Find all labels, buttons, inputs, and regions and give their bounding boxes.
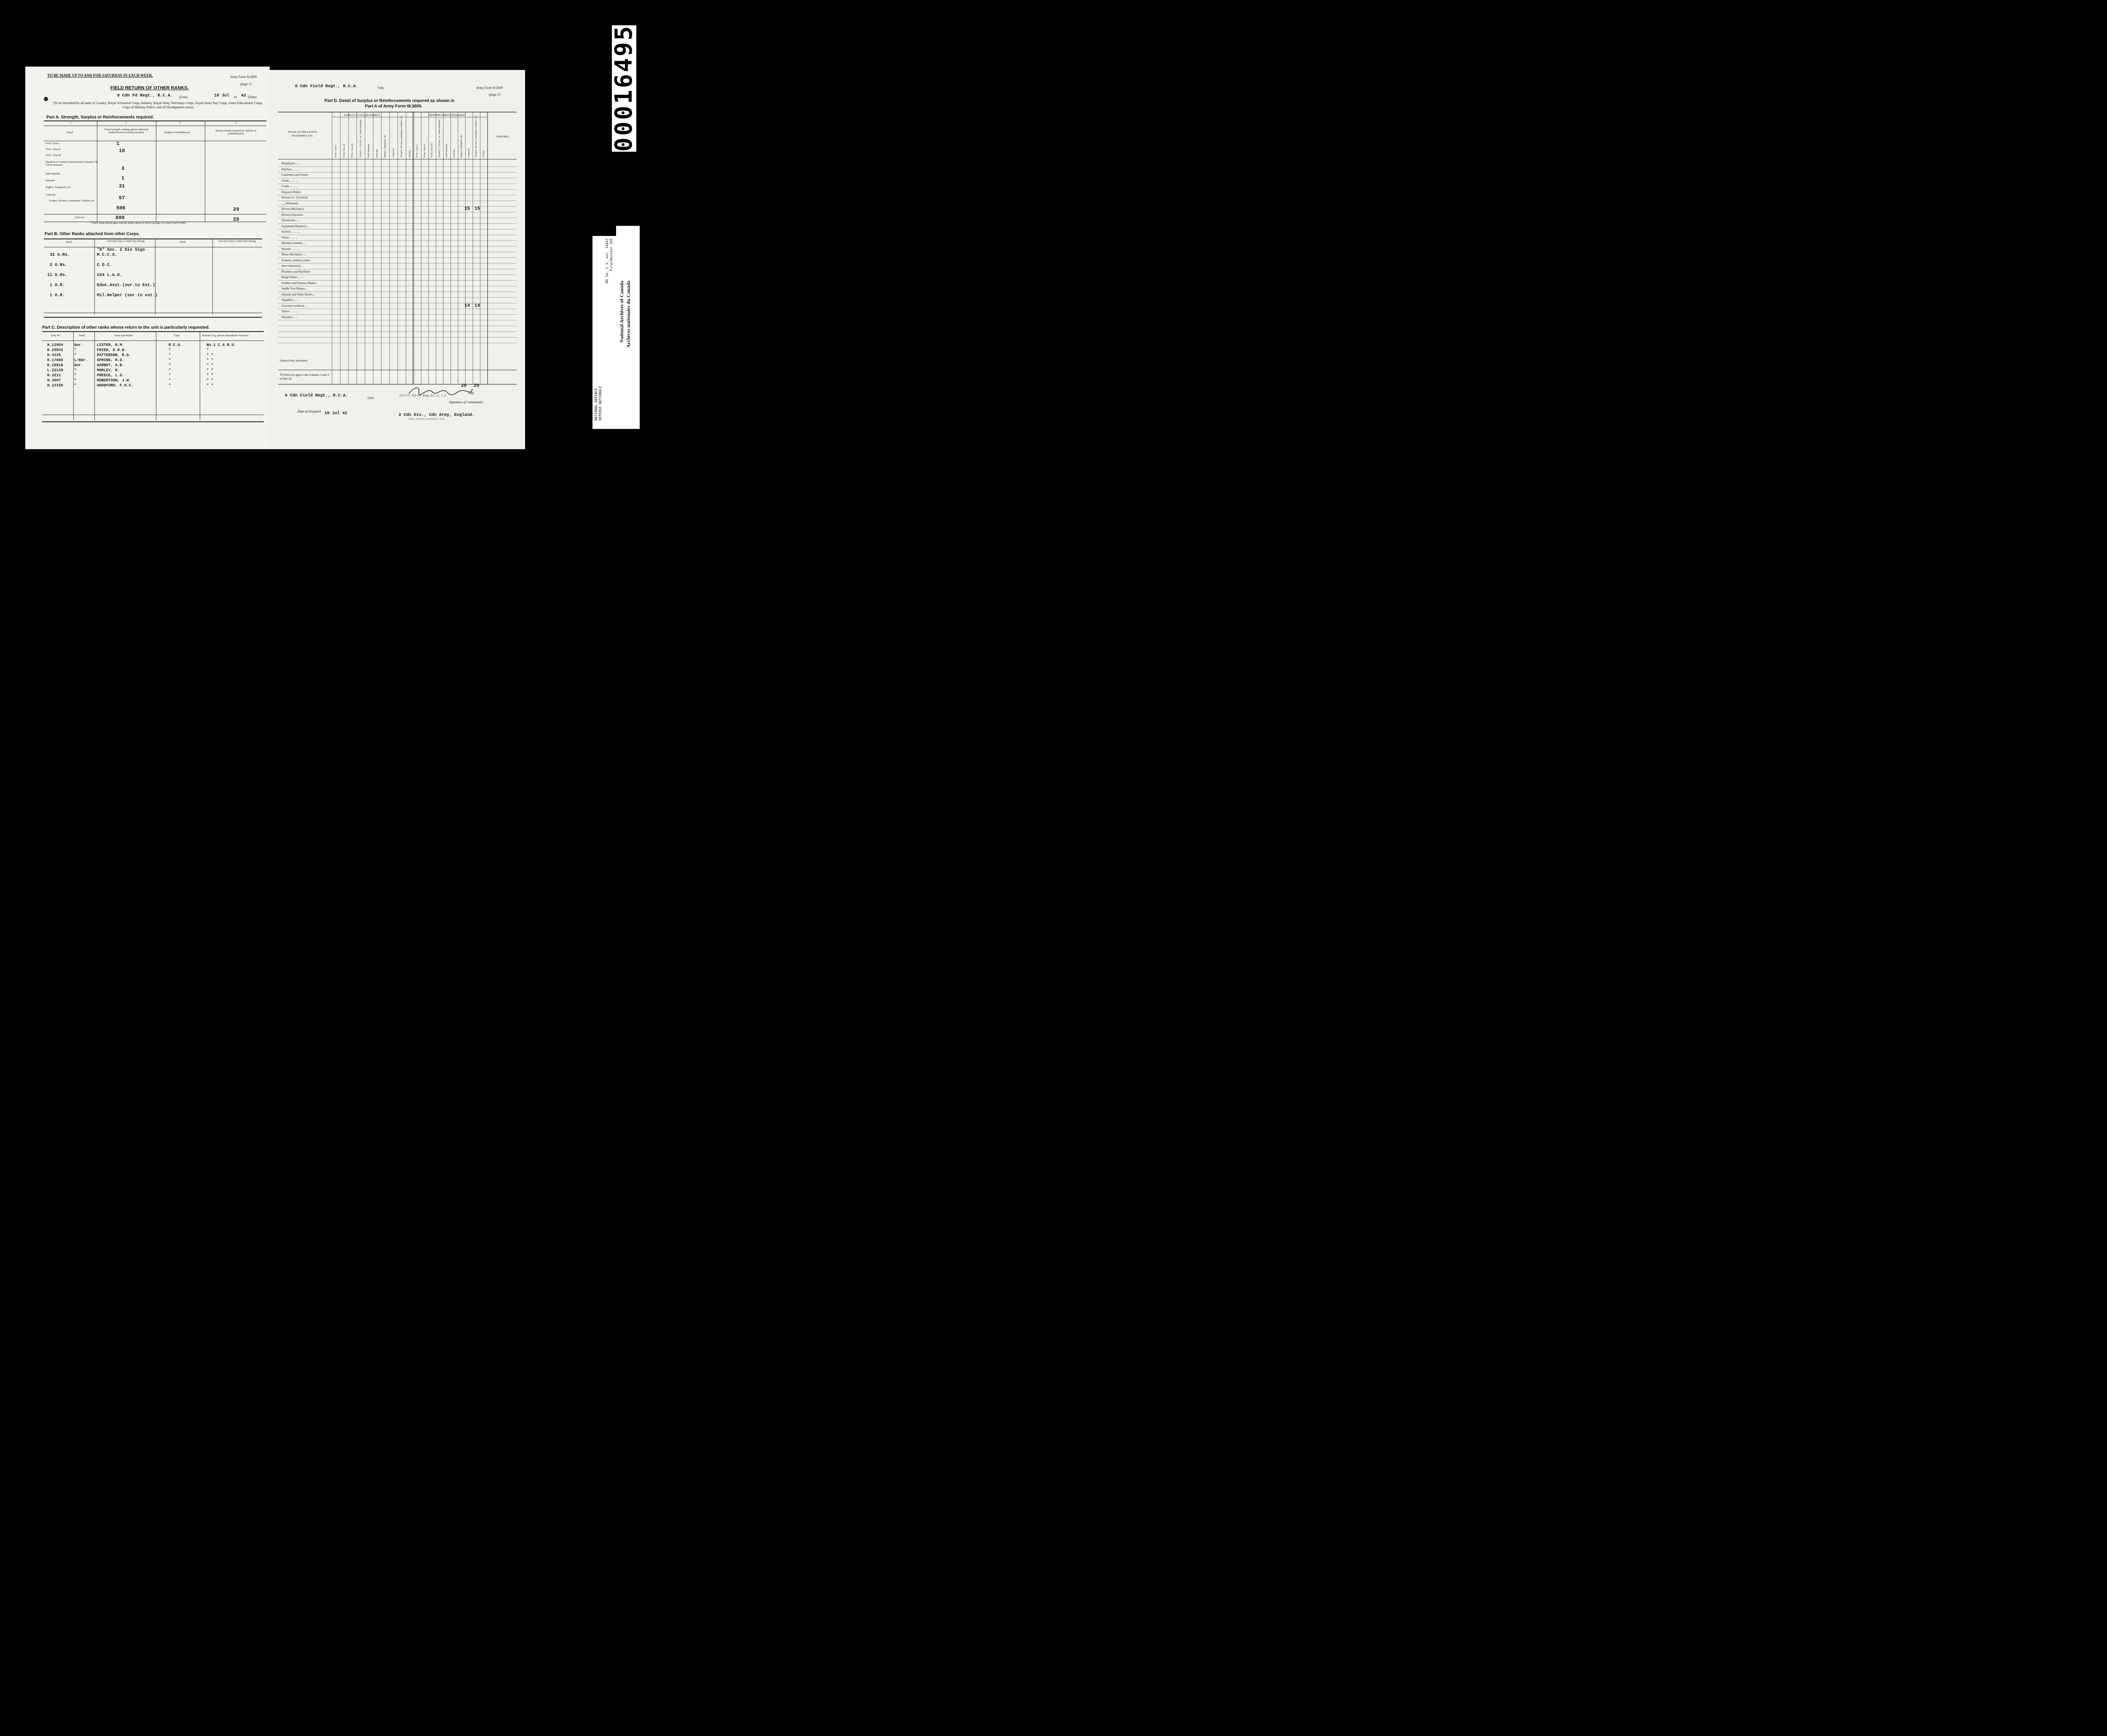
hdr-posted: Posted strength counting against authorised establishment (excluding attached). [104,129,149,134]
part-c-cell-no: H.12156 [47,383,63,388]
part-c-cell-name: LISTER, R.M. [97,343,124,347]
part-c-cell-remarks: " " [206,368,214,372]
location: 2 Cdn Div., Cdn Army, England. [399,413,475,418]
surplus-rank-header: Buglers, Trumpeters, &c. [384,134,386,158]
trade-label: Storemen technical ... [281,304,307,308]
part-c-cell-rank: " [74,373,77,378]
reinf-rank-header: Staff-Serjeants. [445,143,448,158]
row-troopers-posted: 506 [116,205,126,211]
trade-label: Machine Gunners ... [281,241,306,245]
trade-label: Tailors ... ... ... [281,310,299,313]
row-troopers: Troopers, Privates, Guardsmen, Fusiliers, etc. [48,200,95,202]
part-c-cell-rank: " [74,348,77,352]
general-duty: General duty personnel [280,359,308,362]
totals-r-total: 29 [474,383,480,388]
part-c-cell-no: L.22129 [47,368,63,372]
b-row1-detail: 32 O.Rs. [50,253,70,257]
date-year: 42 [241,94,247,98]
ref-line4: File/dossier 165 [609,238,613,271]
totals-surplus: * [159,214,161,217]
part-c-cell-name: WOODFORD, F.H.C. [97,383,134,388]
part-b-table [44,238,262,318]
date-day: 10 Jul [214,94,230,98]
reinf-rank-header: Troopers, Privates, Guardsmen, Fusiliers, &c. [475,115,477,158]
c-hdr-remarks: Remarks (e.g. present whereabouts if known). [202,335,249,337]
part-c-cell-corps: R.C.A. [169,343,182,347]
reinf-rank-header: Buglers, Trumpeters, &c. [460,134,463,158]
row-wo3: W.Os. Class III. [46,154,62,157]
reinf-rank-header: S.Q.M.S.; C.Q.M.S.; or Colour-Serjeants. [438,119,441,158]
part-c-cell-corps: " [169,383,171,388]
b-hdr-detail2: Detail. [180,241,187,244]
trade-label: Cooks ... ... ... [281,185,298,188]
p2-detail-header: DETAIL OF SPECIALISTS, TRADESMEN, ETC. [288,131,317,137]
sig-label: Signature of Commander. [449,400,484,404]
reinf-rank-header: W.Os. Class III. [431,142,433,158]
row-wo2-posted: 10 [119,148,125,154]
trade-label: Masons ... ... ... [281,247,300,251]
despatch-date: 10 Jul 42 [324,411,348,416]
part-c-cell-rank: Gnr. [74,363,83,367]
trade-label: Drivers-Mechanics [281,207,304,211]
row-cpl-posted: 57 [119,195,125,201]
instruction: TO BE MADE UP TO AND FOR SATURDAY IN EACH WEEK. [47,73,153,78]
c-hdr-corps: Corps. [174,335,180,337]
trade-reinf-total: 14 [474,303,480,308]
footer-unit-label: Unit. [367,396,375,400]
row-sgt: Serjeants [46,179,55,182]
part-c-cell-corps: " [169,358,171,362]
hdr-surplus: Surplus to Establishment. [164,131,190,134]
part-d-title-2: Part A of Army Form W.3009. [365,104,423,109]
trade-label: Electricians ... ... [281,219,302,222]
b-hdr-unit2: Unit and Corps to which they belong. [218,240,257,243]
p2-remarks-header: REMARKS. [496,136,509,138]
part-c-cell-rank: " [74,378,77,383]
part-c-cell-name: ROBERTSON, J.W. [97,378,131,383]
row-buglers: Buglers, Trumpeters, etc. [46,186,71,189]
surplus-rank-header: W.Os. Class I. [335,144,337,158]
part-c-cell-no: H.12054 [47,343,63,347]
col-num-4: 4 [235,122,236,125]
part-c-cell-name: SPRING, R.D. [97,358,124,362]
reinf-rank-header: TOTAL. [482,150,485,158]
archive-reference-label [592,236,616,429]
page-label: (page 1) [240,82,252,86]
trade-label: than tradesmen) ... [281,264,303,268]
b-row5-unit: Mil.Helper (sur.to est.) [97,293,158,298]
form-title: FIELD RETURN OF OTHER RANKS. [110,86,189,91]
trade-label: Pioneers, Infantry (other [281,258,311,262]
part-c-cell-remarks: " [206,348,209,352]
ref-line3: RG 24, C-3, vol. 14447 [605,238,609,283]
hdr-detail: Detail. [67,131,74,134]
part-b-heading: Part B. Other Ranks attached from other Corps. [45,232,140,236]
surplus-rank-header: W.Os. Class II. [343,143,346,158]
row-buglers-posted: 31 [119,183,125,189]
p2-reinf-header: REINFORCEMENTS REQUIRED. [429,114,466,117]
b-hdr-unit: Unit and Corps to which they belong. [107,240,145,243]
trade-label: Bricklayers ... ... [281,162,301,165]
totals-label: TOTALS [75,217,85,219]
part-a-footnote: * These Totals should agree with the details shown in Part D on page 2 of Army Form W.3009. [90,222,186,225]
trade-reinf-corporals: 15 [464,206,470,212]
trade-label: Carpenters and Joiners [281,173,308,177]
trade-label: Drivers I.C. (Tracked) [281,196,308,199]
file-number: 00016495 [610,24,638,152]
trade-label: Fitters ... ... ... [281,236,298,239]
totals-posted: 609 [115,215,125,221]
row-wo2: W.Os. Class II. [46,148,61,151]
part-c-cell-remarks: " " [206,363,214,367]
part-a-heading: Part A. Strength, Surplus or Reinforcements required. [46,115,154,120]
surplus-rank-header: Corporals. [392,147,395,158]
part-d-title-1: Part D. Detail of Surplus or Reinforcements required as shown in [324,99,455,103]
trade-label: Signallers ... ... [281,298,299,302]
reinf-rank-header: Serjeants. [453,148,456,158]
p2-unit: 6 Cdn Field Regt., R.C.A. [295,84,359,89]
trade-label: Saddle Tree Makers... [281,287,308,290]
row-ssgt: Staff Serjeants [46,173,61,175]
trade-label: Plumbers and Pipefitters [281,270,311,273]
surplus-rank-header: TOTAL. [408,150,411,158]
b-row5-detail: 1 O.R. [50,293,65,298]
archives-canada-label [616,226,640,429]
row-troopers-reinf: 29 [233,206,239,212]
surplus-rank-header: W.Os. Class III. [351,142,354,158]
despatch-label: Date of Despatch [298,410,321,413]
row-cpl: Corporals [46,194,56,196]
part-c-cell-rank: " [74,383,77,388]
for-oc: For O.C. 6th Fd. Regt. R.C.A. C.A. [399,394,448,397]
trade-label: Drivers-Operators [281,213,303,217]
part-c-cell-no: K.10016 [47,363,63,367]
page-2 [270,70,525,449]
part-c-cell-name: MORLEY, R. [97,368,120,372]
row-cqms: Squadron or Company Quartermaster-Serjeants OR Colour-Serjeants [46,161,98,166]
part-c-cell-remarks: " " [206,378,214,383]
col-num-3: 3 [180,122,181,125]
b-row3-detail: 11 O.Rs. [47,273,68,278]
part-c-cell-corps: " [169,373,171,378]
part-c-cell-no: K.25541 [47,348,63,352]
location-label: Place, Division, Command or Area. [409,418,445,421]
part-c-cell-remarks: " " [206,358,214,362]
surplus-rank-header: Staff-Serjeants. [367,143,370,158]
c-hdr-no: Army No. [51,335,61,337]
nac-fr: Archives nationales du Canada [625,281,631,348]
part-c-cell-remarks: " " [206,353,214,357]
furnish-note: (To be furnished by all units of Cavalry, Royal Armoured Corps, Infantry, Royal Army Veterinary Corps, Royal Army Pay Corps, Army Educational Corps, Corps of Military Police, and all Headquarters units). [53,101,263,109]
surplus-rank-header: Serjeants. [375,148,378,158]
part-c-cell-remarks: No.1 C.A.R.U. [206,343,236,347]
ref-line2: DÉFENSE NATIONALE [598,386,602,421]
part-c-cell-rank: " [74,353,77,357]
row-cqms-posted: 3 [121,166,125,171]
trade-label: Equipment Repairers... [281,224,309,228]
part-c-cell-name: PATTERSON, R.G. [97,353,131,357]
surplus-rank-header: Troopers, Privates, Guardsmen, Fusiliers, &c. [400,115,403,158]
trade-label: Wheelers ... ... [281,315,299,319]
part-c-cell-name: FRIED, D.R.H. [97,348,127,352]
reinf-rank-header: W.Os. Class II. [423,143,426,158]
b-row1-unit1: "G" Sec. 2 Div Sigs [97,248,145,252]
part-c-cell-name: GARNOT, A.B. [97,363,124,367]
b-row1-unit2: R.C.C.S. [97,253,118,257]
hdr-reinf: Reinforcements required (i.e. deficits on establishments). [215,130,257,135]
unit-label: (Unit). [179,95,188,99]
c-hdr-name: Name and Initials. [115,335,134,337]
part-c-heading: Part C. Description of other ranks whose return to the unit is particularly requested. [42,325,210,330]
trade-label: Sanitary and Water Duties... [281,292,315,296]
ref-line1: NATIONAL DEFENCE [594,388,598,421]
part-c-cell-rank: L/Bdr. [74,358,88,362]
b-row2-detail: 2 O.Rs. [50,263,68,268]
part-c-cell-rank: Gnr. [74,343,83,347]
p2-unit-label: Unit. [378,86,385,90]
surplus-rank-header: S.Q.M.S.; C.Q.M.S.; or Colour-Serjeants. [359,119,362,158]
trade-reinf-total: 15 [474,206,480,212]
part-c-cell-corps: " [169,348,171,352]
part-c-cell-corps: " [169,353,171,357]
trade-label: Butchers ... ... ... [281,167,301,171]
totals-note: TOTALS (to agree with Columns 3 and 4 of Part A). [280,373,329,380]
p2-surplus-header: SURPLUS TO ESTABLISHMENT. [344,114,381,117]
part-c-cell-no: K.17066 [47,358,63,362]
trade-label: Clerks ... ... ... [281,179,298,182]
trade-label: Despatch Riders [281,190,301,194]
reinf-rank-header: Corporals. [467,147,470,158]
nac-en: National Archives of Canada [619,281,625,343]
part-c-cell-corps: " [169,363,171,367]
part-c-cell-no: H.3211 [47,373,61,378]
footer-unit: 6 Cdn Field Regt., R.C.A. [285,394,348,398]
col-num-1: 1 [70,122,71,125]
page-1 [25,67,270,449]
p2-page-label: (page 2) [489,93,500,96]
unit-value: 6 Cdn Fd Regt., R.C.A. [117,94,173,98]
part-c-cell-remarks: " " [206,383,214,388]
punch-hole [44,97,48,101]
adjt: Adjt. [468,391,475,395]
trade-label: Range Takers ... ... [281,276,304,279]
trade-label: Farriers ... ... ... [281,230,300,233]
c-hdr-rank: Rank. [79,335,86,337]
reinf-rank-header: W.Os. Class I. [416,144,418,158]
form-ref: Army Form W.3009 [230,75,257,79]
trade-label: Motor Mechanics ... [281,253,306,256]
part-c-cell-rank: " [74,368,77,372]
row-wo1: W.Os. Class I. [46,142,60,145]
part-c-cell-corps: " [169,378,171,383]
b-row2-unit: C.D.C. [97,263,113,268]
p2-form-ref: Army Form W.3009 [476,86,503,90]
part-c-cell-name: PREECE, L.S. [97,373,124,378]
trade-label: „ „ (Wheeled) [281,201,298,205]
col-num-2: 2 [126,122,127,125]
part-c-cell-no: H.3097 [47,378,61,383]
part-c-cell-remarks: " " [206,373,214,378]
b-hdr-detail: Detail. [66,241,73,244]
row-wo1-posted: 1 [116,141,120,147]
b-row3-unit: #24 L.A.D. [97,273,123,278]
date-19: 19 [233,95,237,99]
date-label: (Date). [248,95,257,99]
totals-reinf: 29 [233,217,239,222]
trade-label: Saddlers and Harness Makers [281,281,317,285]
trade-reinf-corporals: 14 [464,303,470,308]
b-row4-unit: Educ.Asst.(sur.to Est.) [97,283,155,288]
totals-r-cpl: 29 [461,383,467,388]
b-row4-detail: 1 O.R. [50,283,65,288]
row-ssgt-posted: 1 [121,175,125,181]
part-c-cell-no: H.3125 [47,353,61,357]
part-c-cell-corps: " [169,368,171,372]
